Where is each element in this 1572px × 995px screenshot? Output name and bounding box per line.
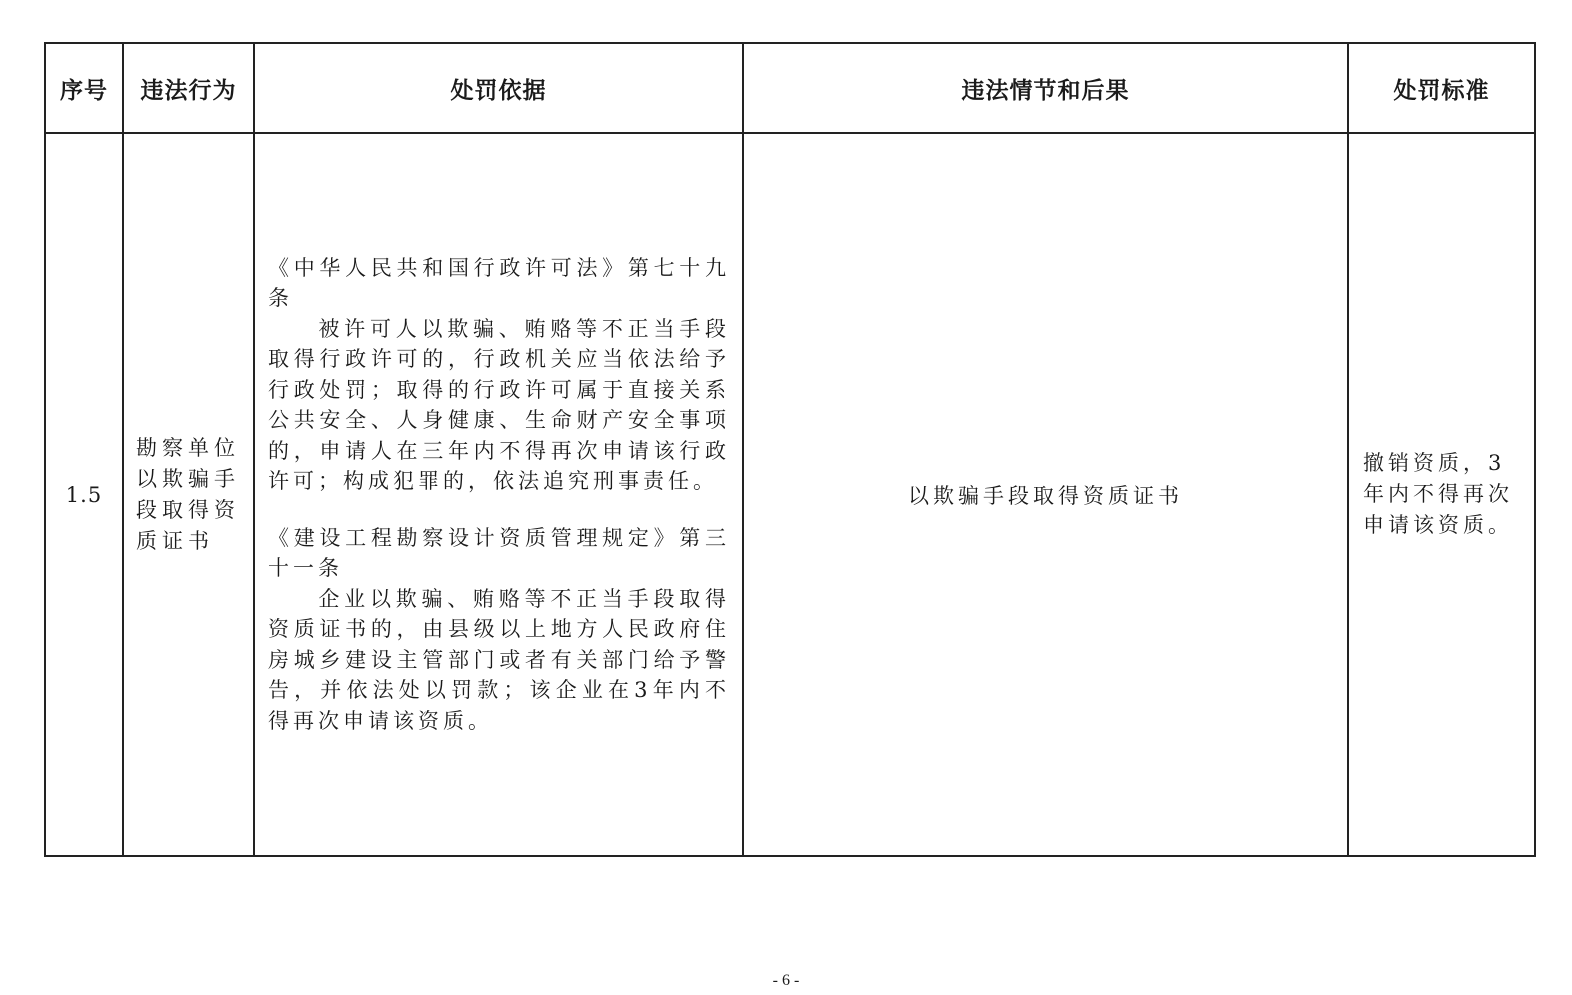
header-penalty-basis: 处罚依据 (254, 43, 743, 133)
table-header-row (45, 43, 1535, 133)
basis-clause-text: 企业以欺骗、贿赂等不正当手段取得资质证书的，由县级以上地方人民政府住房城乡建设主管部门或者有关部门给予警告，并依法处以罚款；该企业在3年内不得再次申请该资质。 (268, 586, 730, 733)
basis-clause-text: 被许可人以欺骗、贿赂等不正当手段取得行政许可的，行政机关应当依法给予行政处罚；取得的行政许可属于直接关系公共安全、人身健康、生命财产安全事项的，申请人在三年内不得再次申请该行政许可；构成犯罪的，依法追究刑事责任。 (268, 316, 730, 494)
row-seq: 1.5 (45, 133, 123, 856)
header-violation: 违法行为 (123, 43, 254, 133)
header-circumstances: 违法情节和后果 (743, 43, 1348, 133)
basis-clause (268, 253, 730, 497)
row-violation: 勘察单位以欺骗手段取得资质证书 (123, 133, 254, 856)
basis-clause-title: 《建设工程勘察设计资质管理规定》第三十一条 (268, 525, 730, 581)
basis-clause (268, 523, 730, 737)
row-penalty-basis (254, 133, 743, 856)
row-penalty-standard: 撤销资质，3年内不得再次申请该资质。 (1348, 133, 1535, 856)
table-row (45, 133, 1535, 856)
penalty-table (44, 42, 1536, 857)
row-circumstances: 以欺骗手段取得资质证书 (743, 133, 1348, 856)
header-seq: 序号 (45, 43, 123, 133)
header-penalty-standard: 处罚标准 (1348, 43, 1535, 133)
page-number: - 6 - (772, 972, 800, 989)
basis-clause-title: 《中华人民共和国行政许可法》第七十九条 (268, 255, 730, 311)
